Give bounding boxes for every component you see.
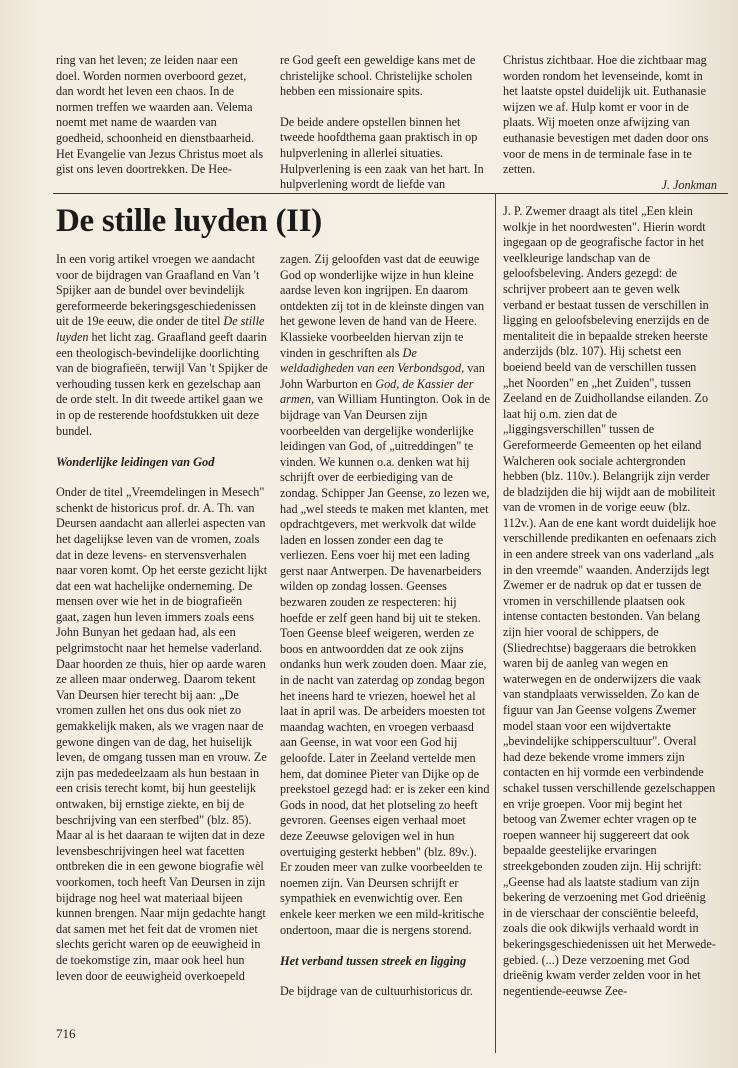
top-col2-paragraph-1: re God geeft een geweldige kans met de christelijke school. Christelijke scholen hebben een missionaire spits. [280, 53, 476, 99]
col2-text-end: van William Huntington. Ook in de bijdrage van Van Deursen zijn voorbeelden van dergelijke wonderlijke leidingen van God, of „uitreddingen" te vinden. We kunnen o.a. denken wat hij schrijft over de eerbiediging van de zondag. Schipper Jan Geense, zo lezen we, had „wel steeds te maken met klanten, met opdrachtgevers, met werkvolk dat wilde laden en lossen zonder een dag te verliezen. Eens voer hij met een lading gerst naar Antwerpen. De havenarbeiders wilden op zondag lossen. Geenses bezwaren zouden ze respecteren: hij hoefde er zelf geen hand bij uit te steken. Toen Geense bleef weigeren, werden ze boos en antwoordden dat ze ook zijns ondanks hun werk zouden doen. Maar zie, in de nacht van zaterdag op zondag begon het ineens hard te vriezen, hoewel het al laat in april was. De arbeiders moesten tot maandag wachten, en vroegen verbaasd aan Geense, in wat voor een God hij geloofde. Later in Zeeland vertelde men hem, dat dominee Pieter van Dijke op de preekstoel gezegd had: er is zeker een kind Gods in nood, dat het plotseling zo heeft gevroren. Geenses eigen verhaal moet deze Zeeuwse gelovigen wel in hun overtuiging gesterkt hebben" (blz. 89v.). Er zouden meer van zulke voorbeelden te noemen zijn. Van Deursen schrijft er sympathiek en evenwichtig over. Een enkele keer merken we een mild-kritische ondertoon, maar die is nergens storend. [280, 392, 490, 937]
book-title-weldadigheden: De weldadigheden van een Verbondsgod, [280, 345, 465, 376]
intro-text-end: het licht zag. Graafland geeft daarin een theologisch-bevindelijke doorlichting van de biografieën, terwijl Van 't Spijker de verhouding tussen kerk en gezelschap aan de orde stelt. In dit tweede artikel gaan we in op de resterende hoofdstukken uit deze bundel. [56, 329, 268, 438]
article-col3-paragraph: J. P. Zwemer draagt als titel „Een klein wolkje in het noordwesten". Hierin wordt ingegaan op de geografische factor in het veelkleurige landschap van de geloofsbeleving. Anders gezegd: de schrijver probeert aan te geven welk verband er bestaat tussen de verschillen in ligging en geloofsbeleving enerzijds en de mentaliteit die in bepaalde streken heerste anderzijds (blz. 107). Hij schetst een boeiend beeld van de verschillen tussen „het Noorden" en „het Zuiden", tussen Zeeland en de Zuidhollandse eilanden. Zo laat hij o.m. zien dat de „liggingsverschillen" tussen de Gereformeerde Gemeenten op het eiland Walcheren ook sociale achtergronden hebben (blz. 110v.). Belangrijk zijn verder de bladzijden die hij wijdt aan de mobiliteit van de vromen in de vorige eeuw (blz. 112v.). Aan de ene kant wordt duidelijk hoe verschillende predikanten en oefenaars zich in een andere streek van ons vaderland „als in den vreemde" waanden. Anderzijds legt Zwemer er de nadruk op dat er tussen de vromen in verschillende plaatsen ook intense contacten bestonden. Van belang zijn hier vooral de schippers, de (Sliedrechtse) baggeraars die betrokken waren bij de aanleg van wegen en waterwegen en de onderwijzers die vaak van standplaats verwisselden. Zo kan de figuur van Jan Geense volgens Zwemer model staan voor een wijdvertakte „bevindelijke schipperscultuur". Overal had deze bekende vrome immers zijn contacten en hij vormde een verbindende schakel tussen verschillende gezelschappen en vrije groepen. Voor mij begint het betoog van Zwemer echter vragen op te roepen wanneer hij suggereert dat ook bepaalde geestelijke ervaringen streekgebonden zouden zijn. Hij schrijft: „Geense had als laatste stadium van zijn bekering de verzoening met God drieënig in de vierschaar der consciëntie beleefd, zoals die ook dikwijls verhaald wordt in bekeringsgeschiedenissen uit het Merwede-gebied. (...) Deze verzoening met God drieënig kwam verder zelden voor in het negentiende-eeuwse Zee- [503, 204, 717, 998]
col2-text-mid: van John Warburton en [280, 361, 485, 391]
article-column-3 [503, 204, 717, 999]
top-column-1 [56, 53, 264, 178]
article-col1-paragraph: Onder de titel „Vreemdelingen in Mesech" schenkt de historicus prof. dr. A. Th. van Deursen aandacht aan allerlei aspecten van het dagelijkse leven van de vromen, zoals dat in deze levens- en stervensverhalen naar voren komt. Op het eerste gezicht lijkt dat een wat hachelijke onderneming. De mensen over wie het in de biografieën gaat, zagen hun leven immers zoals eens John Bunyan het gedaan had, als een pelgrimstocht naar het hemelse vaderland. Daar hoorden ze thuis, hier op aarde waren ze alleen maar onderweg. Daarom tekent Van Deursen hier terecht bij aan: „De vromen zullen het ons dus ook niet zo gemakkelijk maken, als we vragen naar de gewone dingen van de dag, het huiselijk leven, de omgang tussen man en vrouw. Ze zijn pas mededeelzaam als hun bestaan in een crisis terecht komt, bij hun geestelijk ontwaken, bij ernstige ziekte, en bij de beschrijving van een sterfbed" (blz. 85). Maar al is het daaraan te wijten dat in deze levensbeschrijvingen heel wat facetten ontbreken die in een gewone biografie wèl voorkomen, toch heeft Van Deursen in zijn bijdrage nog heel wat materiaal bijeen kunnen brengen. Naar mijn gedachte hangt dat samen met het feit dat de vromen niet slechts gericht waren op de eeuwigheid in de toekomstige zin, maar ook heel hun leven door de eeuwigheid overkoepeld [56, 485, 268, 983]
article-col2-paragraph [280, 252, 490, 938]
top-col2-paragraph-2: De beide andere opstellen binnen het tweede hoofdthema gaan praktisch in op hulpverlening in allerlei situaties. Hulpverlening is een zaak van het hart. In hulpverlening wordt de liefde van [280, 114, 484, 192]
top-column-2 [280, 53, 488, 193]
column-divider-rule [495, 193, 496, 1053]
top-column-3 [503, 53, 717, 193]
article-col2-paragraph-2: De bijdrage van de cultuurhistoricus dr. [280, 984, 473, 999]
book-title-emphasis: De stille luyden [56, 314, 265, 344]
page-number: 716 [56, 1026, 76, 1041]
intro-text-start: In een vorig artikel vroegen we aandacht voor de bijdragen van Graafland en Van 't Spijker aan de bundel over bevindelijk gereformeerde bekeringsgeschiedenissen uit de 19e eeuw, die onder de titel [56, 252, 260, 329]
top-col3-paragraph-1: Christus zichtbaar. Hoe die zichtbaar mag worden rondom het levenseinde, komt in het laatste opstel duidelijk uit. Euthanasie wijzen we af. Hulp komt er voor in de plaats. Wij moeten onze afwijzing van euthanasie bevestigen met daden door ons voor de mens in de terminale fase in te zetten. [503, 53, 709, 177]
col2-text-start: zagen. Zij geloofden vast dat de eeuwige God op wonderlijke wijze in hun kleine aardse leven kon ingrijpen. En daarom ontdekten zij tot in de kleinste dingen van het gewone leven de hand van de Heere. Klassieke voorbeelden hiervan zijn te vinden in geschriften als [280, 252, 485, 360]
top-col1-paragraph-1: ring van het leven; ze leiden naar een doel. Worden normen overboord gezet, dan wordt het leven een chaos. In de normen treffen we waarden aan. Velema noemt met name de waarden van goedheid, schoonheid en dienstbaarheid. [56, 53, 254, 145]
section-heading-streek-en-ligging: Het verband tussen streek en ligging [280, 954, 467, 969]
article-column-1 [56, 252, 268, 984]
article-intro [56, 252, 268, 439]
article-divider-rule [53, 193, 728, 194]
book-title-kassier: God, de Kassier der armen, [280, 376, 474, 407]
top-col1-paragraph-2: Het Evangelie van Jezus Christus moet als gist ons leven doortrekken. De Hee- [56, 146, 264, 177]
section-heading-wonderlijke-leidingen: Wonderlijke leidingen van God [56, 455, 215, 470]
previous-article-author: J. Jonkman [661, 177, 717, 192]
article-title: De stille luyden (II) [56, 203, 322, 239]
article-column-2 [280, 252, 490, 1000]
